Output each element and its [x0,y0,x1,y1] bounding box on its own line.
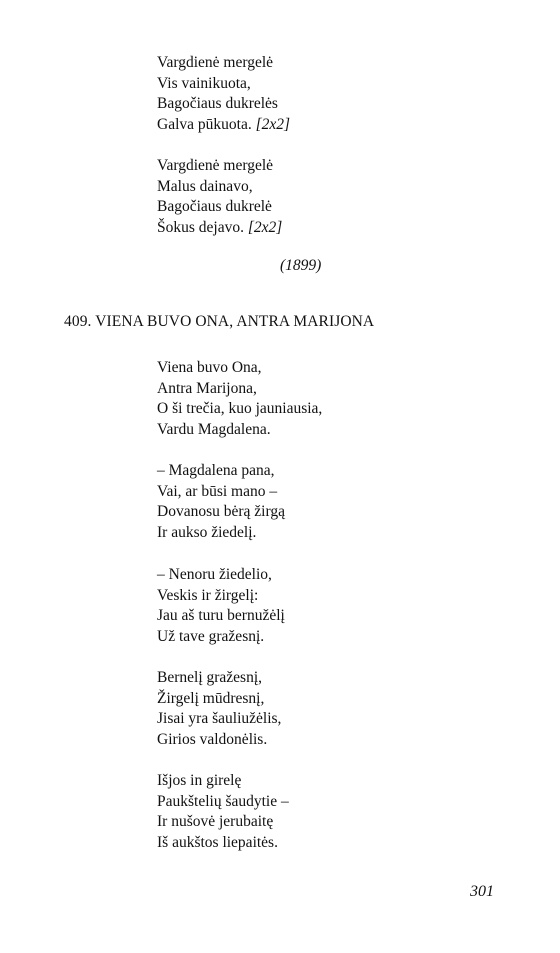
poem-line: Iš aukštos liepaitės. [157,833,278,851]
poem-line-text: Galva pūkuota. [157,115,252,133]
poem-line: – Nenoru žiedelio, [157,566,272,583]
poem-line: Bagočiaus dukrelės [157,95,278,112]
poem-line: Žirgelį mūdresnį, [157,689,265,707]
poem-line: Jisai yra šauliužėlis, [157,710,282,727]
date-note: (1899) [280,257,322,274]
poem-line [157,218,282,239]
refrain-mark: [2x2] [255,115,291,133]
poem-line: Bagočiaus dukrelė [157,198,272,215]
poem-line: Bernelį gražesnį, [157,669,263,686]
poem-line: Vargdienė mergelė [157,54,274,71]
poem-line: Antra Marijona, [157,379,257,397]
poem-line: Dovanosu bėrą žirgą [157,503,285,520]
poem-line: Išjos in girelę [157,772,242,789]
stanza-top-2 [157,156,282,238]
stanza-top-1 [157,53,290,135]
poem-line: Girios valdonėlis. [157,730,268,748]
poem-line: Už tave gražesnį. [157,627,265,645]
page-number: 301 [470,883,494,900]
poem-line: Vai, ar būsi mano – [157,482,278,500]
poem-line: Vardu Magdalena. [157,420,271,438]
poem-line: Malus dainavo, [157,177,253,195]
stanza-409-3 [157,565,285,647]
poem-line [157,115,290,136]
song-heading: 409. VIENA BUVO ONA, ANTRA MARIJONA [64,313,375,330]
poem-line: Vis vainikuota, [157,74,251,92]
poem-line-text: Šokus dejavo. [157,218,244,236]
stanza-409-5 [157,771,289,853]
poem-line: Vargdienė mergelė [157,157,274,174]
poem-line: Veskis ir žirgelį: [157,586,259,604]
poem-line: Paukštelių šaudytie – [157,792,289,810]
refrain-mark: [2x2] [247,218,283,236]
poem-line: Ir aukso žiedelį. [157,523,257,541]
stanza-409-4 [157,668,281,750]
stanza-409-2 [157,461,285,543]
poem-line: Jau aš turu bernužėlį [157,607,285,624]
poem-line: – Magdalena pana, [157,462,275,479]
poem-line: Ir nušovė jerubaitę [157,813,274,830]
poem-line: O ši trečia, kuo jauniausia, [157,400,323,417]
stanza-409-1 [157,358,322,440]
poem-line: Viena buvo Ona, [157,359,262,376]
